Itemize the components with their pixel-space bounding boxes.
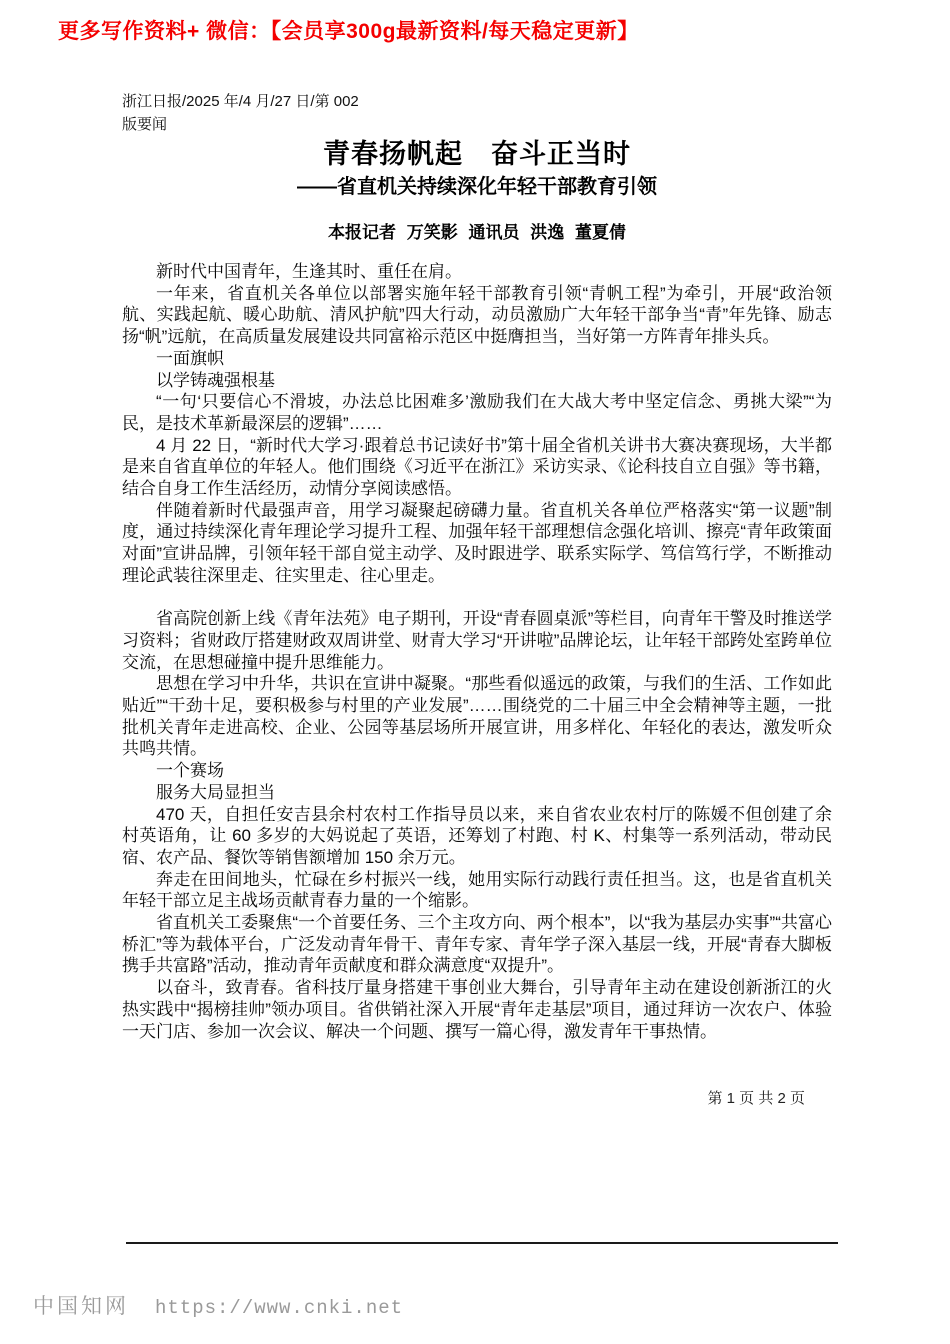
source-line: 浙江日报/2025 年/4 月/27 日/第 002 [122,93,359,110]
page-indicator: 第 1 页 共 2 页 [707,1090,805,1107]
body-paragraph: 4 月 22 日，“新时代大学习·跟着总书记读好书”第十届全省机关讲书大赛决赛现场，大半都是来自省直单位的年轻人。他们围绕《习近平在浙江》采访实录、《论科技自立自强》等书籍，结合自身工作生活经历，动情分享阅读感悟。 [122,435,832,499]
body-paragraph: 奔走在田间地头，忙碌在乡村振兴一线，她用实际行动践行责任担当。这，也是省直机关年轻干部立足主战场贡献青春力量的一个缩影。 [122,869,832,911]
cnki-url: https://www.cnki.net [155,1297,404,1319]
footer-divider [126,1242,838,1244]
body-paragraph: 思想在学习中升华，共识在宣讲中凝聚。“那些看似遥远的政策，与我们的生活、工作如此贴近”“干劲十足，要积极参与村里的产业发展”……围绕党的二十届三中全会精神等主题，一批批机关青年走进高校、企业、公园等基层场所开展宣讲，用多样化、年轻化的表达，激发听众共鸣共情。 [122,674,832,759]
article-subtitle: ——省直机关持续深化年轻干部教育引领 [297,176,657,198]
blank-line [122,587,832,609]
section-subheading: 服务大局显担当 [156,782,275,802]
cnki-watermark [33,1290,403,1320]
article-byline: 本报记者 万笑影 通讯员 洪逸 董夏倩 [328,223,626,242]
masthead [122,90,359,136]
body-paragraph: “一句‘只要信心不滑坡，办法总比困难多’激励我们在大战大考中坚定信念、勇挑大梁”“为民，是技术革新最深层的逻辑”…… [122,392,832,433]
article-body [122,261,832,1042]
body-paragraph: 省直机关工委聚焦“一个首要任务、三个主攻方向、两个根本”，以“我为基层办实事”“共富心桥汇”等为载体平台，广泛发动青年骨干、青年专家、青年学子深入基层一线，开展“青春大脚板携手共富路”活动，推动青年贡献度和群众满意度“双提升”。 [122,913,832,976]
section-heading: 一面旗帜 [156,348,224,368]
body-paragraph: 一年来，省直机关各单位以部署实施年轻干部教育引领“青帆工程”为牵引，开展“政治领航、实践起航、暖心助航、清风护航”四大行动，动员激励广大年轻干部争当“青”年先锋、励志扬“帆”远航，在高质量发展建设共同富裕示范区中挺膺担当，当好第一方阵青年排头兵。 [122,283,832,347]
section-line: 版要闻 [122,116,168,133]
body-paragraph: 以奋斗，致青春。省科技厅量身搭建干事创业大舞台，引导青年主动在建设创新浙江的火热实践中“揭榜挂帅”领办项目。省供销社深入开展“青年走基层”项目，通过拜访一次农户、体验一天门店、参加一次会议、解决一个问题、撰写一篇心得，激发青年干事热情。 [122,978,832,1041]
section-subheading: 以学铸魂强根基 [156,370,275,390]
promo-banner-text: 更多写作资料+ 微信：【会员享300g最新资料/每天稳定更新】 [58,20,639,43]
article-title: 青春扬帆起 奋斗正当时 [323,139,631,169]
section-heading: 一个赛场 [156,761,224,781]
body-paragraph: 省高院创新上线《青年法苑》电子期刊，开设“青春圆桌派”等栏目，向青年干警及时推送学习资料；省财政厅搭建财政双周讲堂、财青大学习“开讲啦”品牌论坛，让年轻干部跨处室跨单位交流，在思想碰撞中提升思维能力。 [122,609,832,672]
body-paragraph: 新时代中国青年，生逢其时、重任在肩。 [156,262,462,281]
cnki-site-name: 中国知网 [33,1294,129,1318]
body-paragraph: 470 天，自担任安吉县余村农村工作指导员以来，来自省农业农村厅的陈媛不但创建了余村英语角，让 60 多岁的大妈说起了英语，还筹划了村跑、村 K、村集等一系列活动，带动民宿、农产品、餐饮等销售额增加 150 余万元。 [122,804,832,867]
body-paragraph: 伴随着新时代最强声音，用学习凝聚起磅礴力量。省直机关各单位严格落实“第一议题”制度，通过持续深化青年理论学习提升工程、加强年轻干部理想信念强化培训、擦亮“青年政策面对面”宣讲品牌，引领年轻干部自觉主动学、及时跟进学、联系实际学、笃信笃行学，不断推动理论武装往深里走、往实里走、往心里走。 [122,500,832,585]
